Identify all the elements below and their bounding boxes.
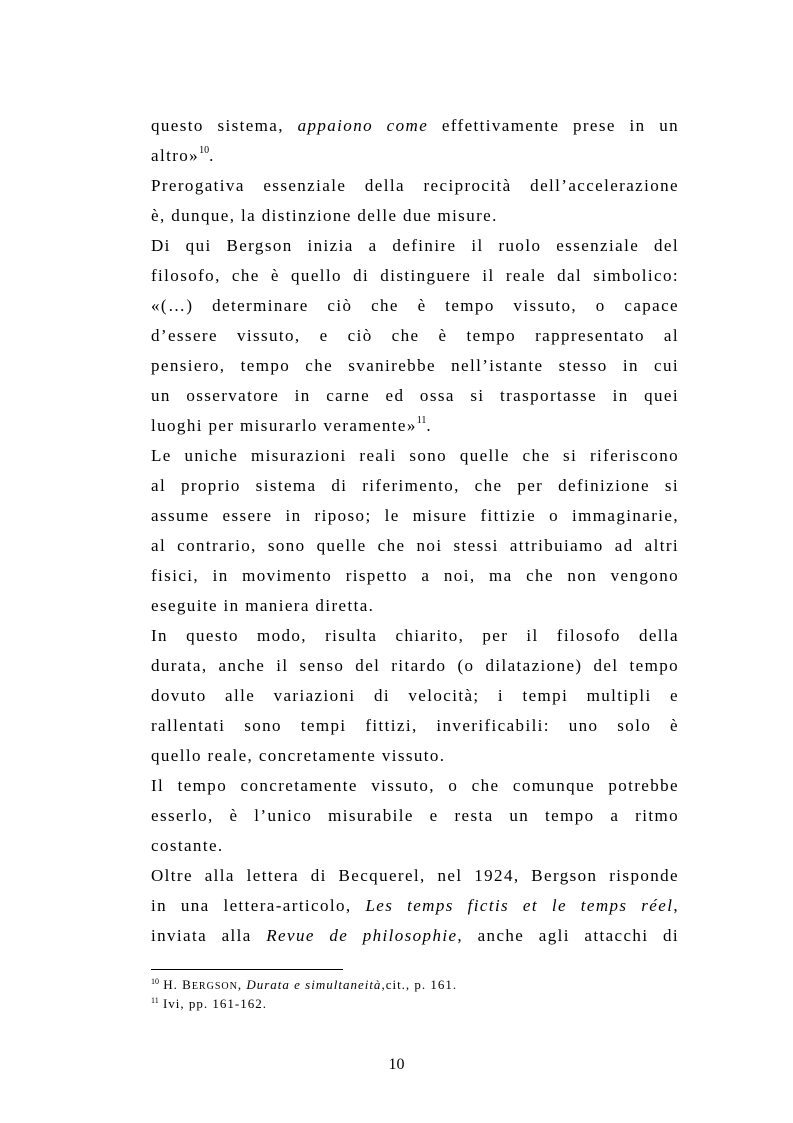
text-line: esserlo, è l’unico misurabile e resta un tempo a ritmo (151, 806, 679, 825)
footnote-10: $^{10}$ H. BERGSON, Durata e simultaneità,cit., p. 161. (151, 977, 458, 992)
text-line: pensiero, tempo che svanirebbe nell’istante stesso in cui (151, 356, 679, 375)
text-line: rallentati sono tempi fittizi, inverificabili: uno solo è (151, 716, 679, 735)
text-line: al proprio sistema di riferimento, che per definizione si (151, 476, 679, 495)
text-line: fisici, in movimento rispetto a noi, ma che non vengono (151, 566, 679, 585)
text-line: dovuto alle variazioni di velocità; i tempi multipli e (151, 686, 679, 705)
footnote-ref-10[interactable]: 10 (199, 145, 210, 156)
text-line: in una lettera-articolo, Les temps fictis et le temps réel, (151, 896, 679, 915)
body-text (151, 111, 679, 951)
text-line: Di qui Bergson inizia a definire il ruolo essenziale del (151, 236, 679, 255)
text-line: inviata alla Revue de philosophie, anche agli attacchi di (151, 926, 679, 945)
text-line: altro»$^{10}$. (151, 145, 215, 165)
text-line: Il tempo concretamente vissuto, o che comunque potrebbe (151, 776, 679, 795)
text-line: al contrario, sono quelle che noi stessi attribuiamo ad altri (151, 536, 679, 555)
page-number: 10 (388, 1056, 405, 1073)
footnotes (151, 976, 679, 1012)
text-line: questo sistema, appaiono come effettivamente prese in un (151, 116, 680, 135)
text-line: un osservatore in carne ed ossa si trasportasse in quei (151, 386, 679, 405)
text-line: Le uniche misurazioni reali sono quelle che si riferiscono (151, 446, 679, 465)
text-line: d’essere vissuto, e ciò che è tempo rappresentato al (151, 326, 679, 345)
text-line: filosofo, che è quello di distinguere il reale dal simbolico: (151, 266, 679, 285)
text-line: durata, anche il senso del ritardo (o dilatazione) del tempo (151, 656, 679, 675)
text-line: Prerogativa essenziale della reciprocità dell’accelerazione (151, 176, 679, 195)
footnote-11: $^{11}$ Ivi, pp. 161-162. (151, 996, 267, 1011)
text-line: quello reale, concretamente vissuto. (151, 746, 446, 765)
footnote-separator (151, 969, 343, 970)
text-line: «(…) determinare ciò che è tempo vissuto, o capace (151, 296, 679, 315)
text-line: In questo modo, risulta chiarito, per il filosofo della (151, 626, 679, 645)
text-line: è, dunque, la distinzione delle due misure. (151, 206, 498, 225)
text-line: luoghi per misurarlo veramente»$^{11}$. (151, 415, 433, 435)
footnote-ref-11[interactable]: 11 (416, 415, 427, 426)
text-line: eseguite in maniera diretta. (151, 596, 375, 615)
text-line: Oltre alla lettera di Becquerel, nel 1924, Bergson risponde (151, 866, 679, 885)
text-line: assume essere in riposo; le misure fittizie o immaginarie, (151, 506, 679, 525)
text-line: costante. (151, 836, 224, 855)
